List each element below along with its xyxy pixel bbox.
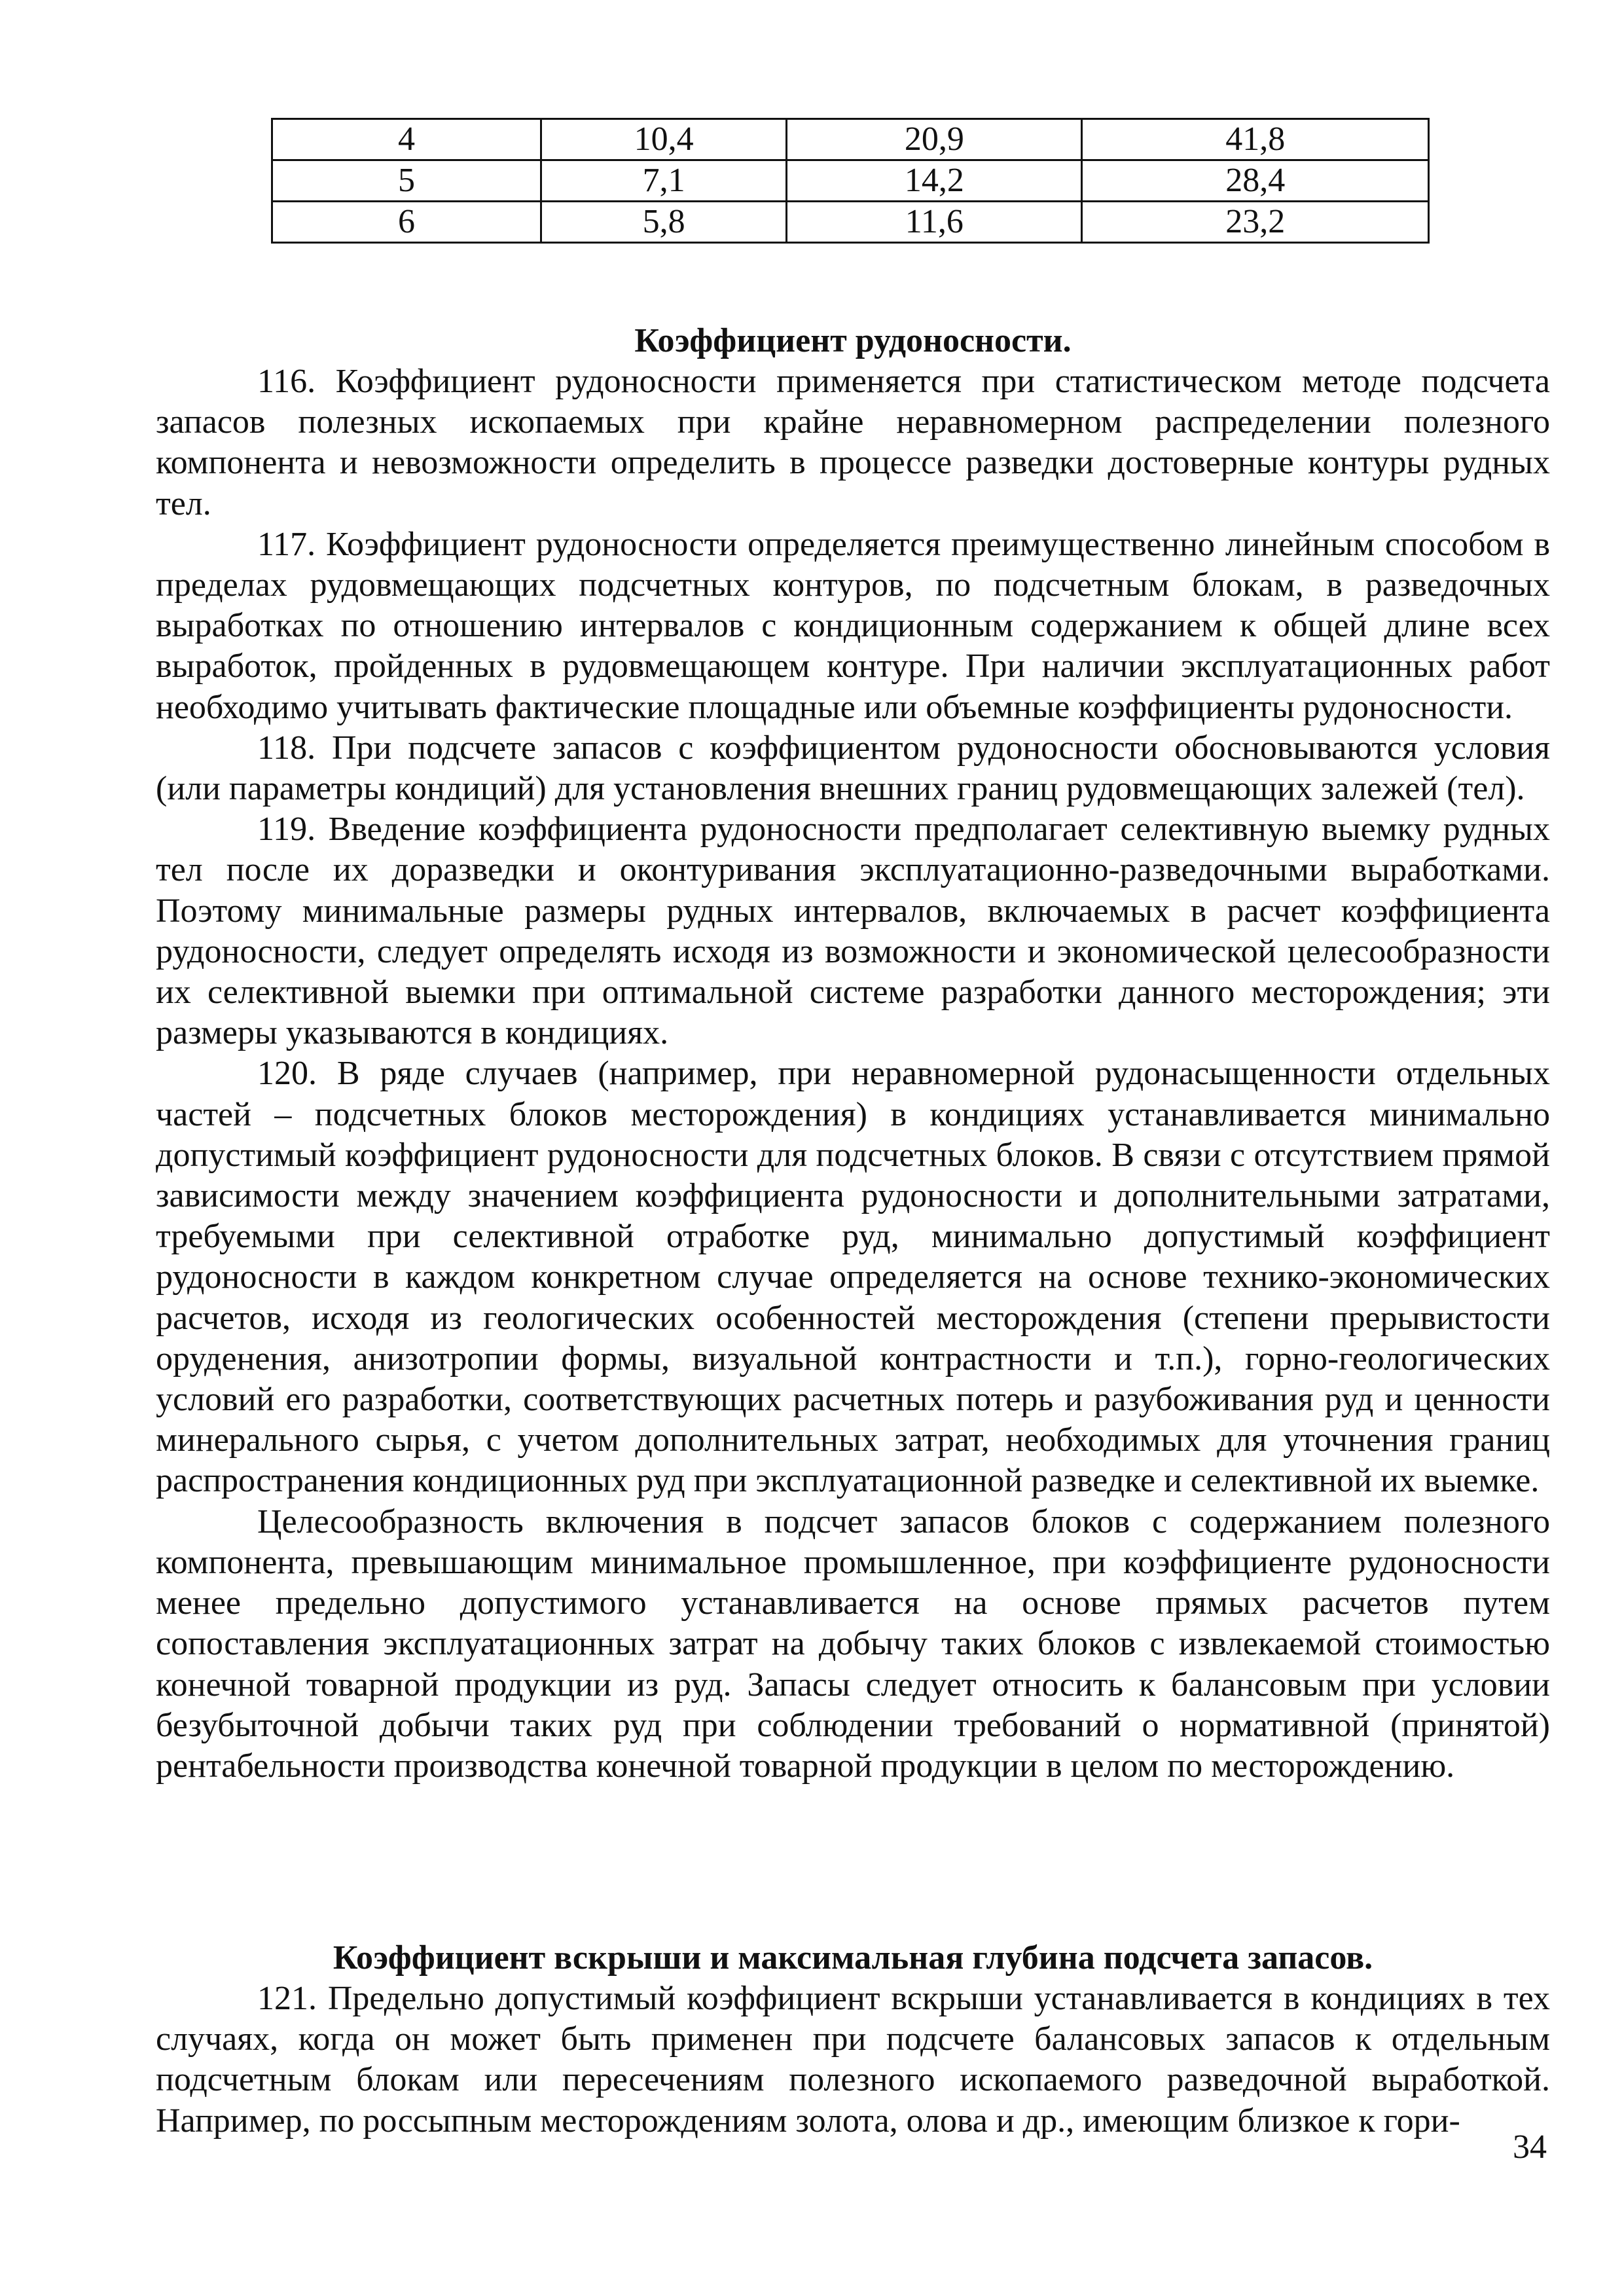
table-cell: 7,1 (541, 160, 787, 202)
section-heading: Коэффициент рудоносности. (634, 322, 1072, 359)
paragraph-120: 120. В ряде случаев (например, при неравномерной рудонасыщенности отдельных частей – подсчетных блоков месторождения) в кондициях устанавливается минимально допустимый коэффициент рудоносности для подсчетных блоков. В связи с отсутствием прямой зависимости между значением коэффициента рудоносности и дополнительными затратами, требуемыми при селективной отработке руд, минимально допустимый коэффициент рудоносности в каждом конкретном случае определяется на основе технико-экономических расчетов, исходя из геологических особенностей месторождения (степени прерывистости оруденения, анизотропии формы, визуальной контрастности и т.п.), горно-геологических условий его разработки, соответствующих расчетных потерь и разубоживания руд и ценности минерального сырья, с учетом дополнительных затрат, необходимых для уточнения границ распространения кондиционных руд при эксплуатационной разведке и селективной их выемке. (156, 1055, 1550, 1500)
section-stripping-ratio (156, 1938, 1550, 2141)
paragraph-expediency: Целесообразность включения в подсчет запасов блоков с содержанием полезного компонента, превышающим минимальное промышленное, при коэффициенте рудоносности менее предельно допустимого устанавливается на основе прямых расчетов путем сопоставления эксплуатационных затрат на добычу таких блоков с извлекаемой стоимостью конечной товарной продукции из руд. Запасы следует относить к балансовым при условии безубыточной добычи таких руд при соблюдении требований о нормативной (принятой) рентабельности производства конечной товарной продукции в целом по месторождению. (156, 1503, 1550, 1785)
table-cell: 10,4 (541, 119, 787, 160)
section-ore-content-coefficient (156, 321, 1550, 1787)
data-table (271, 118, 1430, 244)
paragraph-121: 121. Предельно допустимый коэффициент вскрыши устанавливается в кондициях в тех случаях, когда он может быть применен при подсчете балансовых запасов к отдельным подсчетным блокам или пересечениям полезного ископаемого разведочной выработкой. Например, по россыпным месторождениям золота, олова и др., имеющим близкое к гори- (156, 1980, 1550, 2140)
table-cell: 23,2 (1082, 202, 1429, 243)
table-cell: 4 (272, 119, 541, 160)
table-cell: 41,8 (1082, 119, 1429, 160)
table-cell: 11,6 (787, 202, 1082, 243)
paragraph-117: 117. Коэффициент рудоносности определяется преимущественно линейным способом в пределах рудовмещающих подсчетных контуров, по подсчетным блокам, в разведочных выработках по отношению интервалов с кондиционным содержанием к общей длине всех выработок, пройденных в рудовмещающем контуре. При наличии эксплуатационных работ необходимо учитывать фактические площадные или объемные коэффициенты рудоносности. (156, 525, 1550, 726)
section-heading: Коэффициент вскрыши и максимальная глубина подсчета запасов. (333, 1939, 1373, 1977)
table-cell: 14,2 (787, 160, 1082, 202)
table-row (272, 119, 1429, 160)
table-cell: 6 (272, 202, 541, 243)
table-cell: 5 (272, 160, 541, 202)
paragraph-118: 118. При подсчете запасов с коэффициентом рудоносности обосновываются условия (или параметры кондиций) для установления внешних границ рудовмещающих залежей (тел). (156, 729, 1550, 808)
table-cell: 5,8 (541, 202, 787, 243)
page-number: 34 (1513, 2128, 1547, 2166)
paragraph-116: 116. Коэффициент рудоносности применяется при статистическом методе подсчета запасов полезных ископаемых при крайне неравномерном распределении полезного компонента и невозможности определить в процессе разведки достоверные контуры рудных тел. (156, 363, 1550, 522)
table-cell: 28,4 (1082, 160, 1429, 202)
table-cell: 20,9 (787, 119, 1082, 160)
paragraph-119: 119. Введение коэффициента рудоносности предполагает селективную выемку рудных тел после их доразведки и оконтуривания эксплуатационно-разведочными выработками. Поэтому минимальные размеры рудных интервалов, включаемых в расчет коэффициента рудоносности, следует определять исходя из возможности и экономической целесообразности их селективной выемки при оптимальной системе разработки данного месторождения; эти размеры указываются в кондициях. (156, 811, 1550, 1052)
table-row (272, 160, 1429, 202)
table-row (272, 202, 1429, 243)
